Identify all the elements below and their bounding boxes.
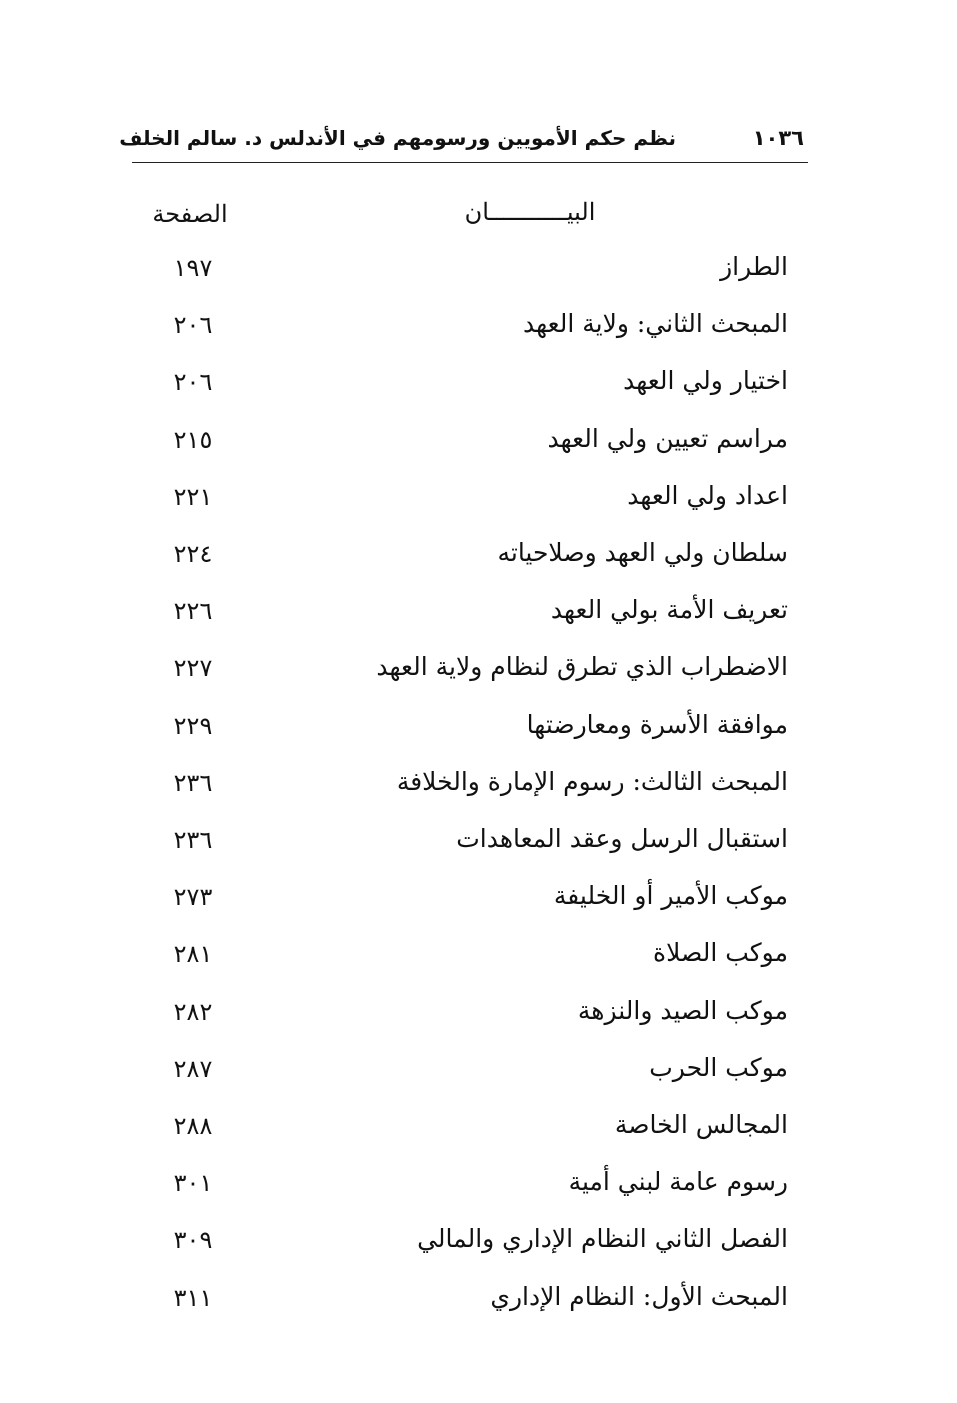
toc-entry-page: ٢٣٦ bbox=[173, 768, 213, 797]
toc-entry-title: استقبال الرسل وعقد المعاهدات bbox=[456, 824, 788, 853]
toc-entry-title: اعداد ولي العهد bbox=[627, 480, 788, 510]
toc-row bbox=[130, 473, 800, 529]
toc-entry-page: ٢٢٦ bbox=[173, 597, 213, 626]
toc-entry-title: موكب الحرب bbox=[649, 1052, 788, 1082]
toc-entry-title: الفصل الثاني النظام الإداري والمالي bbox=[417, 1224, 788, 1254]
toc-row bbox=[130, 816, 800, 872]
toc-entry-page: ٢٢٩ bbox=[173, 711, 213, 740]
toc-row bbox=[130, 759, 800, 815]
toc-row bbox=[130, 873, 800, 929]
toc-entry-title: اختيار ولي العهد bbox=[623, 366, 788, 396]
toc-entry-page: ٣٠٩ bbox=[173, 1226, 213, 1255]
toc-row bbox=[130, 1274, 800, 1330]
toc-entry-title: المبحث الأول: النظام الإداري bbox=[490, 1281, 788, 1311]
toc-entry-page: ٣٠١ bbox=[173, 1169, 213, 1198]
toc-entry-page: ٢٠٦ bbox=[173, 368, 213, 397]
toc-row bbox=[130, 644, 800, 700]
toc-row bbox=[130, 930, 800, 986]
toc-entry-title: مراسم تعيين ولي العهد bbox=[547, 423, 788, 453]
toc-entry-title: رسوم عامة لبني أمية bbox=[568, 1167, 788, 1197]
toc-entry-page: ٢٧٣ bbox=[173, 883, 213, 912]
column-header-description: البيـــــــــــان bbox=[464, 198, 596, 226]
toc-entry-title: الطراز bbox=[720, 252, 788, 281]
toc-row bbox=[130, 530, 800, 586]
toc-entry-title: المبحث الثالث: رسوم الإمارة والخلافة bbox=[396, 766, 788, 796]
toc-entry-page: ٢٣٦ bbox=[173, 826, 213, 854]
toc-entry-title: موكب الصيد والنزهة bbox=[577, 995, 788, 1025]
toc-entry-title: سلطان ولي العهد وصلاحياته bbox=[497, 538, 788, 567]
toc-entry-page: ٢٨٧ bbox=[173, 1054, 213, 1083]
toc-entry-page: ٢٢٧ bbox=[173, 654, 213, 683]
toc-row bbox=[130, 1102, 800, 1158]
toc-entry-page: ٢١٥ bbox=[173, 425, 213, 454]
toc-entry-page: ٢٨٨ bbox=[173, 1112, 213, 1140]
toc-entry-page: ٢٢٤ bbox=[173, 540, 213, 568]
toc-entry-page: ٢٨١ bbox=[173, 940, 213, 969]
column-header-page: الصفحة bbox=[152, 200, 228, 228]
page-number: ١٠٣٦ bbox=[752, 126, 804, 150]
toc-row bbox=[130, 702, 800, 758]
running-title: نظم حكم الأمويين ورسومهم في الأندلس د. سالم الخلف bbox=[119, 126, 676, 150]
toc-entry-title: المبحث الثاني: ولاية العهد bbox=[523, 309, 788, 339]
toc-entry-page: ٣١١ bbox=[173, 1283, 213, 1312]
toc-row bbox=[130, 988, 800, 1044]
toc-row bbox=[130, 301, 800, 357]
toc-row bbox=[130, 244, 800, 300]
toc-entry-title: الاضطراب الذي تطرق لنظام ولاية العهد bbox=[376, 652, 788, 682]
page-header bbox=[119, 124, 808, 163]
toc-entry-page: ٢٨٢ bbox=[173, 997, 213, 1026]
toc-entry-page: ١٩٧ bbox=[173, 254, 213, 282]
toc-entry-title: موافقة الأسرة ومعارضتها bbox=[526, 709, 788, 739]
toc-row bbox=[130, 1045, 800, 1101]
toc-row bbox=[130, 358, 800, 414]
toc-row bbox=[130, 587, 800, 643]
toc-entry-page: ٢٢١ bbox=[173, 482, 213, 511]
toc-row bbox=[130, 416, 800, 472]
toc-entry-title: موكب الصلاة bbox=[653, 938, 788, 968]
toc-entry-page: ٢٠٦ bbox=[173, 311, 213, 340]
toc-entry-title: موكب الأمير أو الخليفة bbox=[553, 881, 788, 911]
toc-entry-title: تعريف الأمة بولي العهد bbox=[550, 595, 788, 625]
toc-row bbox=[130, 1216, 800, 1272]
toc-row bbox=[130, 1159, 800, 1215]
toc-entry-title: المجالس الخاصة bbox=[614, 1110, 788, 1139]
